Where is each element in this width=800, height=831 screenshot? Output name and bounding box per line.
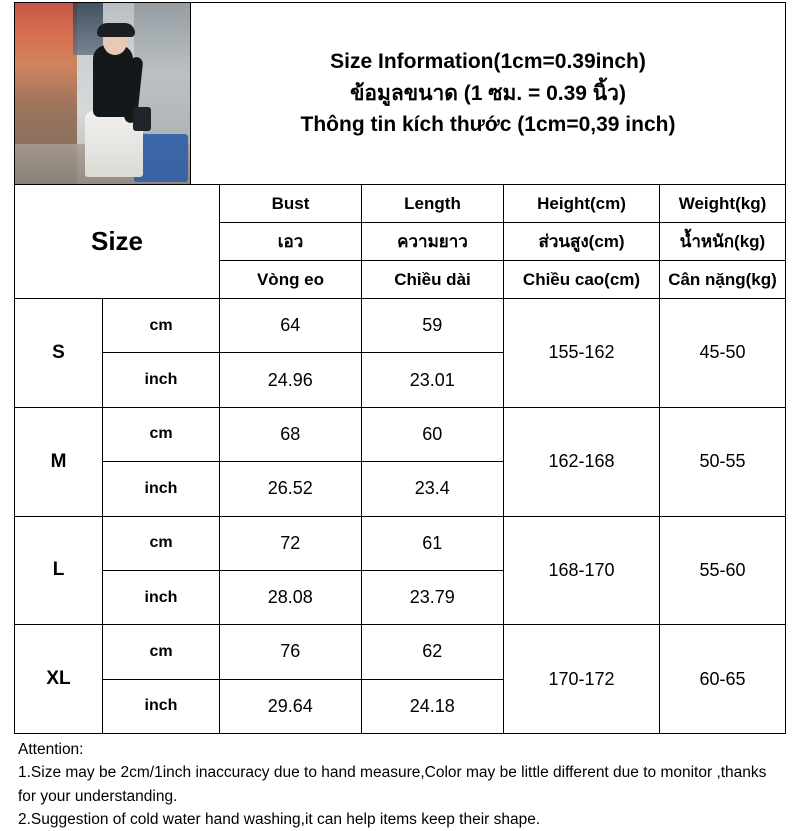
bust-inch: 24.96 — [220, 353, 362, 406]
row-size-label: S — [15, 299, 103, 407]
row-values-inch — [220, 571, 503, 624]
row-measure-values — [220, 408, 504, 516]
row-height: 162-168 — [504, 408, 660, 516]
row-values-cm — [220, 517, 503, 571]
row-weight: 50-55 — [699, 451, 746, 472]
unit-cm: cm — [103, 517, 219, 571]
header-weight-vi: Cân nặng(kg) — [668, 269, 777, 289]
product-photo-cell — [15, 3, 191, 184]
attention-note-1: 1.Size may be 2cm/1inch inaccuracy due to hand measure,Color may be little different due to monitor ,thanks for your understanding. — [18, 764, 767, 805]
header-height-th: ส่วนสูง(cm) — [504, 223, 660, 260]
attention-note-2: 2.Suggestion of cold water hand washing,it can help items keep their shape. — [18, 810, 541, 828]
row-height: 170-172 — [504, 625, 660, 733]
column-header-row-vi — [220, 261, 785, 298]
unit-inch: inch — [144, 697, 178, 715]
length-inch: 23.79 — [409, 587, 455, 608]
size-rows — [15, 299, 785, 733]
header-length-th: ความยาว — [362, 223, 504, 260]
column-header-grid — [220, 185, 785, 298]
column-header-row-en — [220, 185, 785, 223]
table-row — [15, 408, 785, 517]
header-weight-en: Weight(kg) — [678, 193, 767, 213]
header-height-vi: Chiều cao(cm) — [504, 261, 660, 298]
length-inch: 24.18 — [409, 695, 455, 716]
size-column-header: Size — [15, 185, 220, 298]
length-cm: 60 — [422, 423, 443, 444]
length-cm: 61 — [422, 532, 443, 553]
chart-title-cell — [191, 3, 785, 184]
row-values-cm — [220, 625, 503, 679]
length-inch: 23.01 — [409, 369, 455, 390]
row-values-inch — [220, 462, 503, 515]
length-cm: 59 — [422, 315, 443, 336]
row-values-inch — [220, 680, 503, 733]
unit-inch: inch — [144, 371, 178, 389]
length-cm: 62 — [422, 641, 443, 662]
attention-heading: Attention: — [18, 741, 84, 758]
bust-cm: 72 — [220, 517, 362, 570]
row-weight: 60-65 — [699, 668, 746, 689]
header-weight-th: น้ำหนัก(kg) — [679, 232, 766, 251]
row-height: 155-162 — [504, 299, 660, 407]
unit-inch: inch — [144, 588, 178, 606]
row-weight: 55-60 — [699, 559, 746, 580]
size-chart-table — [14, 2, 786, 734]
row-values-cm — [220, 408, 503, 462]
row-weight: 45-50 — [699, 342, 746, 363]
row-size-label: L — [15, 517, 103, 625]
unit-cm: cm — [103, 299, 219, 353]
row-unit-column — [103, 625, 220, 733]
header-bust-vi: Vòng eo — [220, 261, 362, 298]
column-header-row-th — [220, 223, 785, 261]
header-height-en: Height(cm) — [504, 185, 660, 222]
product-photo — [15, 3, 190, 184]
row-values-cm — [220, 299, 503, 353]
header-length-vi: Chiều dài — [362, 261, 504, 298]
bust-inch: 26.52 — [220, 462, 362, 515]
unit-cm: cm — [103, 625, 219, 679]
title-line-vi: Thông tin kích thước (1cm=0,39 inch) — [300, 113, 676, 137]
row-unit-column — [103, 408, 220, 516]
header-bust-th: เอว — [220, 223, 362, 260]
attention-block — [14, 734, 786, 831]
photo-model-hat — [97, 23, 135, 37]
row-measure-values — [220, 625, 504, 733]
bust-inch: 28.08 — [220, 571, 362, 624]
length-inch: 23.4 — [414, 478, 450, 499]
bust-cm: 76 — [220, 625, 362, 678]
table-row — [15, 625, 785, 733]
title-line-en: Size Information(1cm=0.39inch) — [330, 49, 646, 73]
column-header-block — [15, 185, 785, 299]
bust-cm: 68 — [220, 408, 362, 461]
header-bust-en: Bust — [220, 185, 362, 222]
row-height: 168-170 — [504, 517, 660, 625]
photo-model-bag — [133, 107, 151, 131]
row-values-inch — [220, 353, 503, 406]
unit-inch: inch — [144, 479, 178, 497]
row-size-label: M — [15, 408, 103, 516]
header-length-en: Length — [362, 185, 504, 222]
row-size-label: XL — [15, 625, 103, 733]
title-line-th: ข้อมูลขนาด (1 ซม. = 0.39 นิ้ว) — [350, 81, 626, 105]
row-unit-column — [103, 517, 220, 625]
bust-inch: 29.64 — [220, 680, 362, 733]
bust-cm: 64 — [220, 299, 362, 352]
row-measure-values — [220, 299, 504, 407]
table-row — [15, 517, 785, 626]
chart-header-row — [15, 3, 785, 185]
unit-cm: cm — [103, 408, 219, 462]
row-measure-values — [220, 517, 504, 625]
row-unit-column — [103, 299, 220, 407]
table-row — [15, 299, 785, 408]
